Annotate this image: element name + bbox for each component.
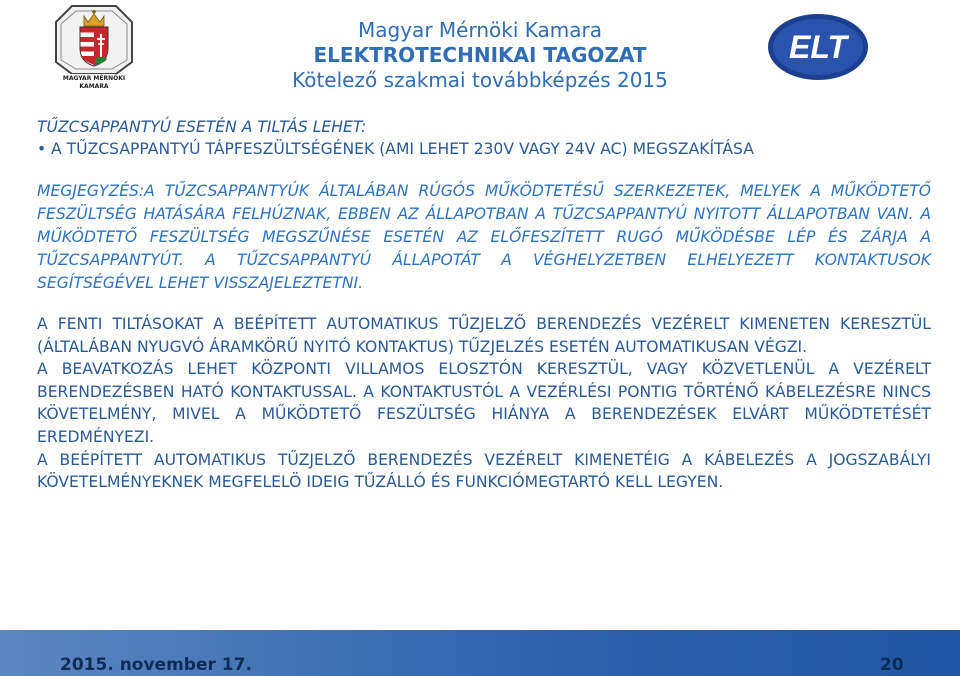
note-paragraph: MEGJEGYZÉS:A TŰZCSAPPANTYÚK ÁLTALÁBAN RÚGÓS MŰKÖDTETÉSŰ SZERKEZETEK, MELYEK A MŰKÖDTETŐ FESZÜLTSÉG HATÁSÁRA FELHÚZNAK, EBBEN AZ ÁLLAPOTBAN A TŰZCSAPPANTYÚ NYITOTT ÁLLAPOTBAN VAN. A MŰKÖDTETŐ FESZÜLTSÉG MEGSZŰNÉSE ESETÉN AZ ELŐFESZÍTETT RUGÓ MŰKÖDÉSBE LÉP ÉS ZÁRJA A TŰZCSAPPANTYÚT. A TŰZCSAPPANTYÚ ÁLLAPOTÁT A VÉGHELYZETBEN ELHELYEZETT KONTAKTUSOK SEGÍTSÉGÉVEL LEHET VISSZAJELEZTETNI. bbox=[37, 182, 931, 292]
bullet-text: A TŰZCSAPPANTYÚ TÁPFESZÜLTSÉGÉNEK (AMI LEHET 230V VAGY 24V AC) MEGSZAKÍTÁSA bbox=[51, 140, 754, 158]
section-heading: TŰZCSAPPANTYÚ ESETÉN A TILTÁS LEHET: bbox=[37, 118, 367, 136]
bullet-dot-icon: • bbox=[37, 140, 47, 158]
page-number: 20 bbox=[880, 655, 904, 675]
logo-text-line1: MAGYAR MÉRNÖKI bbox=[62, 75, 126, 82]
header-course: Kötelező szakmai továbbképzés 2015 bbox=[292, 68, 668, 92]
elt-oval-logo-icon bbox=[766, 12, 870, 82]
header-org-name: Magyar Mérnöki Kamara bbox=[358, 18, 602, 42]
hungarian-coat-of-arms-icon bbox=[52, 2, 136, 74]
mmk-logo bbox=[52, 2, 136, 94]
bullet-item bbox=[37, 138, 931, 160]
slide-footer bbox=[0, 630, 960, 676]
elt-logo bbox=[766, 12, 870, 82]
slide-body bbox=[37, 116, 931, 494]
paragraph-2: A BEAVATKOZÁS LEHET KÖZPONTI VILLAMOS ELOSZTÓN KERESZTÜL, VAGY KÖZVETLENÜL A VEZÉRELT BERENDEZÉSBEN HATÓ KONTAKTUSSAL. A KONTAKTUSTÓL A VEZÉRLÉSI PONTIG TÖRTÉNŐ KÁBELEZÉSRE NINCS KÖVETELMÉNY, MIVEL A MŰKÖDTETŐ FESZÜLTSÉG HIÁNYA A BERENDEZÉSEK ELVÁRT MŰKÖDTETÉSÉT EREDMÉNYEZI. bbox=[37, 360, 931, 446]
elt-logo-text: ELT bbox=[788, 29, 848, 65]
body-paragraphs bbox=[37, 313, 931, 494]
logo-text-line2: KAMARA bbox=[79, 83, 109, 90]
header-division: ELEKTROTECHNIKAI TAGOZAT bbox=[313, 43, 647, 67]
slide-header bbox=[200, 18, 760, 93]
footer-date: 2015. november 17. bbox=[60, 655, 252, 675]
paragraph-3: A BEÉPÍTETT AUTOMATIKUS TŰZJELZŐ BERENDEZÉS VEZÉRELT KIMENETÉIG A KÁBELEZÉS A JOGSZABÁLYI KÖVETELMÉNYEKNEK MEGFELELÖ IDEIG TŰZÁLLÓ ÉS FUNKCIÓMEGTARTÓ KELL LEGYEN. bbox=[37, 450, 931, 492]
paragraph-1: A FENTI TILTÁSOKAT A BEÉPÍTETT AUTOMATIKUS TŰZJELZŐ BERENDEZÉS VEZÉRELT KIMENETEN KERESZTÜL (ÁLTALÁBAN NYUGVÓ ÁRAMKÖRŰ NYITÓ KONTAKTUS) TŰZJELZÉS ESETÉN AUTOMATIKUSAN VÉGZI. bbox=[37, 315, 931, 356]
